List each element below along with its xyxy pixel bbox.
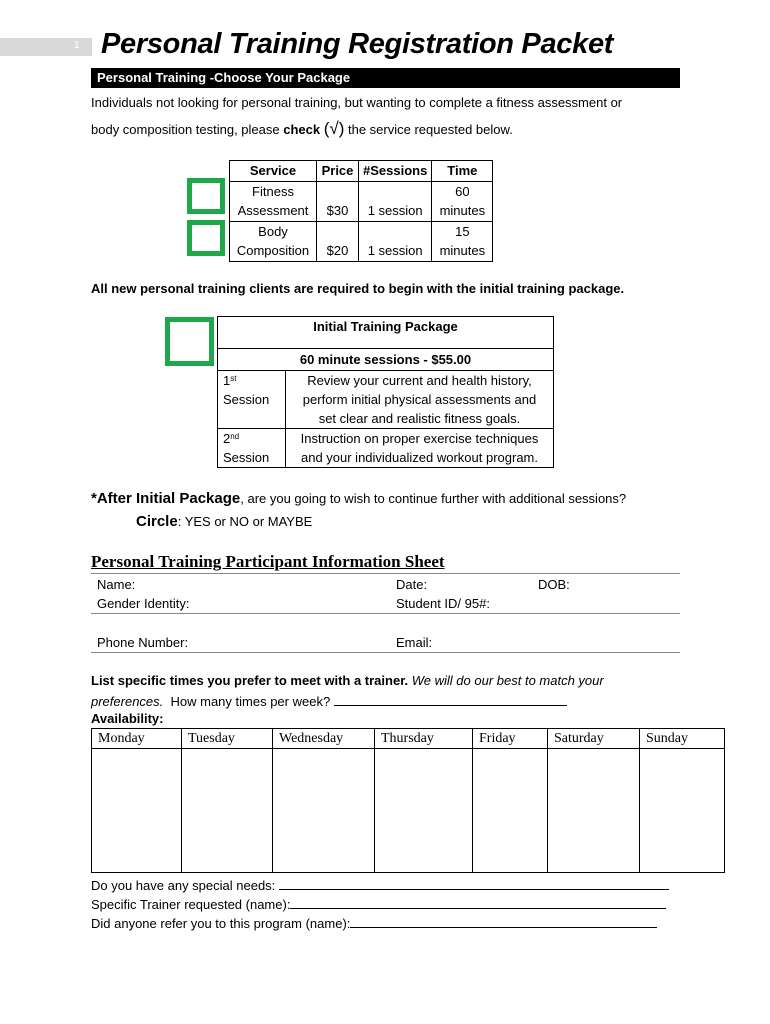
availability-cell-monday[interactable]: [92, 749, 182, 873]
service-sessions: 1 session: [359, 221, 432, 261]
col-price: Price: [317, 161, 359, 182]
email-label: Email:: [396, 635, 433, 650]
after-package-question: [91, 490, 626, 507]
intro-line-2: [91, 119, 513, 139]
availability-cell-wednesday[interactable]: [273, 749, 375, 873]
check-symbol: (√): [323, 119, 345, 138]
package-session-row: [218, 371, 554, 429]
service-name: Body Composition: [230, 221, 317, 261]
times-per-week-field[interactable]: [334, 692, 567, 706]
service-price: $20: [317, 221, 359, 261]
day-saturday: Saturday: [548, 729, 640, 749]
dob-label: DOB:: [538, 577, 570, 592]
date-label: Date:: [396, 577, 428, 592]
referral-field[interactable]: [350, 914, 657, 928]
special-needs-field[interactable]: [279, 876, 669, 890]
availability-cell-saturday[interactable]: [548, 749, 640, 873]
package-title: Initial Training Package: [218, 317, 554, 349]
package-subtitle: 60 minute sessions - $55.00: [218, 349, 554, 371]
divider: [91, 573, 680, 574]
phone-label: Phone Number:: [97, 635, 189, 650]
day-wednesday: Wednesday: [273, 729, 375, 749]
initial-package-table: [217, 316, 554, 468]
availability-header-row: [92, 729, 725, 749]
divider: [91, 652, 680, 653]
intro-pre: body composition testing, please: [91, 122, 284, 137]
intro-post: the service requested below.: [344, 122, 513, 137]
after-package-rest: , are you going to wish to continue further with additional sessions?: [240, 491, 627, 506]
session-label: 2nd Session: [218, 429, 286, 468]
service-time: 60 minutes: [432, 181, 493, 221]
day-thursday: Thursday: [375, 729, 473, 749]
session-description: Instruction on proper exercise techniques and your individualized workout program.: [286, 429, 554, 468]
col-sessions: #Sessions: [359, 161, 432, 182]
section-header-package: Personal Training -Choose Your Package: [91, 68, 680, 88]
fitness-assessment-checkbox[interactable]: [187, 178, 225, 214]
col-service: Service: [230, 161, 317, 182]
day-tuesday: Tuesday: [182, 729, 273, 749]
after-package-lead: *After Initial Package: [91, 490, 241, 507]
service-name: Fitness Assessment: [230, 181, 317, 221]
availability-cell-friday[interactable]: [473, 749, 548, 873]
service-time: 15 minutes: [432, 221, 493, 261]
intro-check-word: check: [283, 122, 321, 137]
services-table: [229, 160, 493, 262]
referral-question: Did anyone refer you to this program (name):: [91, 914, 657, 931]
service-sessions: 1 session: [359, 181, 432, 221]
availability-cell-thursday[interactable]: [375, 749, 473, 873]
page-title: Personal Training Registration Packet: [101, 28, 614, 60]
special-needs-question: Do you have any special needs:: [91, 876, 669, 893]
availability-label: Availability:: [91, 711, 164, 726]
circle-options: [136, 513, 312, 530]
service-row-body: [230, 221, 493, 261]
availability-cell-sunday[interactable]: [640, 749, 725, 873]
gender-label: Gender Identity:: [97, 596, 190, 611]
circle-choices: : YES or NO or MAYBE: [177, 514, 313, 529]
initial-package-notice: All new personal training clients are required to begin with the initial training package.: [91, 281, 625, 296]
package-session-row: [218, 429, 554, 468]
availability-instruction: List specific times you prefer to meet with a trainer. We will do our best to match your: [91, 673, 604, 688]
times-per-week: preferences. How many times per week?: [91, 692, 567, 709]
day-monday: Monday: [92, 729, 182, 749]
services-header-row: [230, 161, 493, 182]
body-composition-checkbox[interactable]: [187, 220, 225, 256]
info-sheet-title: Personal Training Participant Information Sheet: [91, 552, 445, 571]
circle-label: Circle: [136, 513, 178, 530]
availability-cell-tuesday[interactable]: [182, 749, 273, 873]
initial-package-checkbox[interactable]: [165, 317, 214, 366]
service-row-fitness: [230, 181, 493, 221]
divider: [91, 613, 680, 614]
availability-table: [91, 728, 725, 873]
trainer-requested-question: Specific Trainer requested (name):: [91, 895, 666, 912]
service-price: $30: [317, 181, 359, 221]
session-label: 1st Session: [218, 371, 286, 429]
availability-input-row: [92, 749, 725, 873]
name-label: Name:: [97, 577, 136, 592]
student-id-label: Student ID/ 95#:: [396, 596, 490, 611]
intro-line-1: Individuals not looking for personal training, but wanting to complete a fitness assessment or: [91, 95, 623, 110]
col-time: Time: [432, 161, 493, 182]
session-description: Review your current and health history, perform initial physical assessments and set clear and realistic fitness goals.: [286, 371, 554, 429]
day-friday: Friday: [473, 729, 548, 749]
day-sunday: Sunday: [640, 729, 725, 749]
trainer-requested-field[interactable]: [290, 895, 666, 909]
page-number: 1: [74, 40, 80, 51]
